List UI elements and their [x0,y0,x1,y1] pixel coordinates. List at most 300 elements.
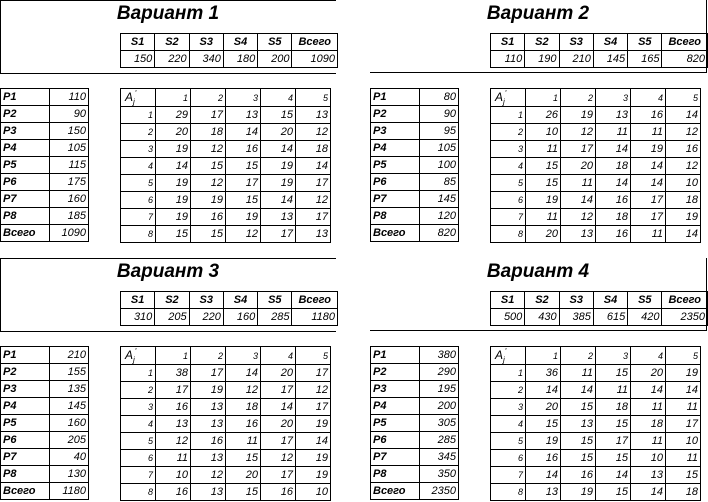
demand-label[interactable]: P3 [1,123,50,140]
matrix-cell[interactable]: 14 [631,158,666,175]
matrix-cell[interactable]: 10 [156,467,191,484]
matrix-cell[interactable]: 16 [261,484,296,501]
matrix-cell[interactable]: 13 [191,399,226,416]
matrix-cell[interactable]: 20 [261,365,296,382]
demand-label[interactable]: Всего [371,483,420,500]
demand-label[interactable]: P1 [1,347,50,364]
matrix-cell[interactable]: 16 [631,107,666,124]
matrix-cell[interactable]: 15 [596,484,631,501]
matrix-cell[interactable]: 20 [261,124,296,141]
matrix-cell[interactable]: 17 [296,365,331,382]
supply-value-4[interactable]: 180 [223,51,257,68]
matrix-cell[interactable]: 36 [526,365,561,382]
demand-label[interactable]: P8 [371,208,420,225]
demand-label[interactable]: P6 [371,432,420,449]
matrix-row-index[interactable]: 2 [491,382,526,399]
supply-value-5[interactable]: 165 [628,51,662,68]
matrix-cell[interactable]: 11 [666,399,701,416]
matrix-cell[interactable]: 12 [191,175,226,192]
matrix-cell[interactable]: 12 [296,124,331,141]
demand-label[interactable]: P1 [371,347,420,364]
matrix-cell[interactable]: 19 [666,365,701,382]
matrix-cell[interactable]: 17 [261,226,296,243]
supply-total-value[interactable]: 1180 [292,309,338,326]
matrix-cell[interactable]: 13 [156,416,191,433]
matrix-row-index[interactable]: 6 [491,192,526,209]
supply-header-4[interactable]: S4 [223,34,257,51]
matrix-cell[interactable]: 11 [631,433,666,450]
demand-value[interactable]: 175 [50,174,89,191]
demand-label[interactable]: P8 [1,208,50,225]
matrix-cell[interactable]: 13 [296,107,331,124]
matrix-cell[interactable]: 15 [596,450,631,467]
matrix-row-index[interactable]: 5 [121,433,156,450]
supply-header-2[interactable]: S2 [525,34,559,51]
demand-label[interactable]: P4 [1,398,50,415]
demand-value[interactable]: 130 [50,466,89,483]
supply-value-5[interactable]: 420 [628,309,662,326]
matrix-cell[interactable]: 14 [596,175,631,192]
matrix-row-index[interactable]: 3 [121,399,156,416]
matrix-col-index[interactable]: 2 [191,347,226,365]
supply-header-3[interactable]: S3 [189,34,223,51]
demand-value[interactable]: 820 [420,225,459,242]
supply-value-2[interactable]: 205 [155,309,189,326]
demand-value[interactable]: 285 [420,432,459,449]
matrix-col-index[interactable]: 3 [226,347,261,365]
matrix-cell[interactable]: 15 [561,433,596,450]
matrix-cell[interactable]: 13 [261,209,296,226]
supply-value-5[interactable]: 200 [258,51,292,68]
demand-value[interactable]: 90 [420,106,459,123]
demand-label[interactable]: P7 [371,191,420,208]
supply-value-3[interactable]: 210 [559,51,593,68]
matrix-row-index[interactable]: 4 [491,158,526,175]
supply-total-value[interactable]: 1090 [292,51,338,68]
matrix-cell[interactable]: 16 [191,433,226,450]
matrix-cell[interactable]: 14 [226,124,261,141]
matrix-cell[interactable]: 16 [596,192,631,209]
matrix-cell[interactable]: 26 [526,107,561,124]
demand-label[interactable]: P6 [1,432,50,449]
matrix-cell[interactable]: 20 [631,365,666,382]
demand-value[interactable]: 40 [50,449,89,466]
matrix-col-index[interactable]: 4 [261,347,296,365]
demand-value[interactable]: 105 [50,140,89,157]
matrix-cell[interactable]: 19 [296,467,331,484]
matrix-cell[interactable]: 12 [561,209,596,226]
matrix-cell[interactable]: 19 [561,107,596,124]
matrix-cell[interactable]: 14 [631,382,666,399]
supply-header-1[interactable]: S1 [491,34,525,51]
matrix-cell[interactable]: 15 [191,226,226,243]
demand-value[interactable]: 185 [50,208,89,225]
matrix-cell[interactable]: 18 [666,484,701,501]
matrix-cell[interactable]: 19 [296,450,331,467]
matrix-cell[interactable]: 11 [666,450,701,467]
demand-value[interactable]: 155 [50,364,89,381]
supply-total-value[interactable]: 820 [662,51,708,68]
supply-total-header[interactable]: Всего [292,34,338,51]
matrix-cell[interactable]: 14 [666,382,701,399]
demand-value[interactable]: 150 [50,123,89,140]
matrix-cell[interactable]: 12 [156,433,191,450]
matrix-col-index[interactable]: 2 [561,89,596,107]
matrix-cell[interactable]: 14 [631,484,666,501]
demand-value[interactable]: 210 [50,347,89,364]
demand-value[interactable]: 195 [420,381,459,398]
demand-value[interactable]: 2350 [420,483,459,500]
matrix-col-index[interactable]: 5 [296,347,331,365]
matrix-row-index[interactable]: 4 [121,158,156,175]
matrix-cell[interactable]: 14 [226,365,261,382]
matrix-cell[interactable]: 14 [526,382,561,399]
matrix-cell[interactable]: 11 [631,399,666,416]
demand-value[interactable]: 145 [50,398,89,415]
matrix-cell[interactable]: 15 [526,158,561,175]
matrix-cell[interactable]: 13 [596,107,631,124]
demand-label[interactable]: P3 [1,381,50,398]
matrix-cell[interactable]: 19 [526,433,561,450]
matrix-cell[interactable]: 14 [261,192,296,209]
matrix-cell[interactable]: 17 [261,382,296,399]
supply-value-2[interactable]: 190 [525,51,559,68]
matrix-cell[interactable]: 14 [296,433,331,450]
matrix-row-index[interactable]: 6 [121,192,156,209]
matrix-row-index[interactable]: 3 [491,141,526,158]
demand-label[interactable]: Всего [1,483,50,500]
matrix-cell[interactable]: 14 [561,192,596,209]
matrix-cell[interactable]: 20 [261,416,296,433]
matrix-cell[interactable]: 14 [261,399,296,416]
matrix-row-index[interactable]: 5 [491,433,526,450]
matrix-cell[interactable]: 14 [631,175,666,192]
matrix-row-index[interactable]: 2 [121,124,156,141]
matrix-cell[interactable]: 18 [226,399,261,416]
matrix-cell[interactable]: 17 [191,365,226,382]
matrix-cell[interactable]: 17 [596,433,631,450]
matrix-cell[interactable]: 29 [156,107,191,124]
matrix-cell[interactable]: 19 [156,141,191,158]
matrix-cell[interactable]: 19 [666,209,701,226]
matrix-cell[interactable]: 10 [666,175,701,192]
matrix-cell[interactable]: 15 [596,416,631,433]
matrix-cell[interactable]: 16 [191,209,226,226]
demand-value[interactable]: 380 [420,347,459,364]
matrix-cell[interactable]: 10 [296,484,331,501]
supply-header-5[interactable]: S5 [628,34,662,51]
matrix-cell[interactable]: 17 [631,192,666,209]
supply-total-header[interactable]: Всего [292,292,338,309]
supply-header-5[interactable]: S5 [258,292,292,309]
matrix-cell[interactable]: 13 [526,484,561,501]
matrix-cell[interactable]: 14 [526,467,561,484]
supply-value-1[interactable]: 150 [121,51,155,68]
matrix-col-index[interactable]: 1 [156,89,191,107]
demand-value[interactable]: 145 [420,191,459,208]
matrix-cell[interactable]: 17 [296,399,331,416]
demand-label[interactable]: P1 [371,89,420,106]
matrix-cell[interactable]: 19 [191,192,226,209]
demand-label[interactable]: P7 [371,449,420,466]
matrix-row-index[interactable]: 5 [491,175,526,192]
demand-label[interactable]: P7 [1,449,50,466]
demand-label[interactable]: P6 [1,174,50,191]
supply-value-4[interactable]: 145 [593,51,627,68]
matrix-cell[interactable]: 17 [156,382,191,399]
matrix-cell[interactable]: 12 [226,382,261,399]
matrix-cell[interactable]: 12 [561,124,596,141]
demand-label[interactable]: P5 [371,157,420,174]
supply-value-4[interactable]: 160 [223,309,257,326]
matrix-cell[interactable]: 17 [296,209,331,226]
matrix-cell[interactable]: 10 [526,124,561,141]
demand-value[interactable]: 1090 [50,225,89,242]
matrix-row-index[interactable]: 3 [491,399,526,416]
matrix-col-index[interactable]: 2 [191,89,226,107]
matrix-cell[interactable]: 16 [156,484,191,501]
matrix-col-index[interactable]: 3 [226,89,261,107]
supply-total-header[interactable]: Всего [662,34,708,51]
demand-value[interactable]: 1180 [50,483,89,500]
matrix-cell[interactable]: 19 [156,175,191,192]
matrix-cell[interactable]: 16 [666,141,701,158]
matrix-cell[interactable]: 19 [561,484,596,501]
supply-value-1[interactable]: 500 [491,309,525,326]
demand-value[interactable]: 100 [420,157,459,174]
supply-header-4[interactable]: S4 [223,292,257,309]
demand-label[interactable]: P4 [371,140,420,157]
matrix-cell[interactable]: 19 [261,158,296,175]
matrix-row-index[interactable]: 4 [491,416,526,433]
matrix-row-index[interactable]: 4 [121,416,156,433]
matrix-row-index[interactable]: 6 [121,450,156,467]
demand-value[interactable]: 160 [50,191,89,208]
matrix-cell[interactable]: 17 [666,416,701,433]
matrix-cell[interactable]: 18 [596,209,631,226]
matrix-cell[interactable]: 11 [526,141,561,158]
demand-label[interactable]: P3 [371,123,420,140]
matrix-col-index[interactable]: 5 [666,89,701,107]
matrix-cell[interactable]: 17 [226,175,261,192]
demand-value[interactable]: 305 [420,415,459,432]
matrix-cell[interactable]: 13 [226,107,261,124]
matrix-cell[interactable]: 12 [296,192,331,209]
matrix-cell[interactable]: 13 [561,416,596,433]
matrix-cell[interactable]: 18 [596,158,631,175]
matrix-cell[interactable]: 16 [561,467,596,484]
matrix-cell[interactable]: 16 [226,141,261,158]
matrix-cell[interactable]: 11 [631,226,666,243]
matrix-cell[interactable]: 19 [226,209,261,226]
demand-label[interactable]: P5 [1,415,50,432]
demand-label[interactable]: P8 [1,466,50,483]
demand-label[interactable]: Всего [1,225,50,242]
matrix-cell[interactable]: 11 [561,365,596,382]
matrix-cell[interactable]: 17 [261,467,296,484]
matrix-cell[interactable]: 12 [191,467,226,484]
matrix-col-index[interactable]: 4 [631,347,666,365]
matrix-cell[interactable]: 17 [631,209,666,226]
demand-label[interactable]: P8 [371,466,420,483]
matrix-cell[interactable]: 14 [261,141,296,158]
demand-value[interactable]: 85 [420,174,459,191]
matrix-cell[interactable]: 13 [191,484,226,501]
supply-header-3[interactable]: S3 [559,34,593,51]
matrix-row-index[interactable]: 6 [491,450,526,467]
matrix-cell[interactable]: 20 [156,124,191,141]
supply-total-header[interactable]: Всего [662,292,708,309]
matrix-cell[interactable]: 15 [226,192,261,209]
matrix-cell[interactable]: 11 [596,124,631,141]
matrix-cell[interactable]: 15 [526,416,561,433]
matrix-cell[interactable]: 12 [191,141,226,158]
demand-value[interactable]: 110 [50,89,89,106]
matrix-cell[interactable]: 11 [526,209,561,226]
supply-header-4[interactable]: S4 [593,292,627,309]
matrix-cell[interactable]: 15 [156,226,191,243]
matrix-row-index[interactable]: 7 [121,209,156,226]
matrix-cell[interactable]: 11 [631,124,666,141]
demand-value[interactable]: 200 [420,398,459,415]
matrix-cell[interactable]: 16 [596,226,631,243]
matrix-cell[interactable]: 12 [296,382,331,399]
matrix-row-index[interactable]: 8 [121,484,156,501]
demand-label[interactable]: P4 [1,140,50,157]
matrix-cell[interactable]: 17 [191,107,226,124]
matrix-cell[interactable]: 13 [631,467,666,484]
matrix-cell[interactable]: 38 [156,365,191,382]
demand-value[interactable]: 120 [420,208,459,225]
matrix-col-index[interactable]: 4 [261,89,296,107]
matrix-cell[interactable]: 16 [526,450,561,467]
demand-label[interactable]: P7 [1,191,50,208]
matrix-col-index[interactable]: 5 [666,347,701,365]
matrix-cell[interactable]: 19 [191,382,226,399]
matrix-cell[interactable]: 15 [226,484,261,501]
matrix-cell[interactable]: 19 [261,175,296,192]
matrix-cell[interactable]: 15 [561,399,596,416]
demand-value[interactable]: 135 [50,381,89,398]
supply-value-5[interactable]: 285 [258,309,292,326]
matrix-row-index[interactable]: 8 [121,226,156,243]
matrix-cell[interactable]: 20 [561,158,596,175]
demand-value[interactable]: 115 [50,157,89,174]
matrix-cell[interactable]: 14 [596,141,631,158]
matrix-cell[interactable]: 19 [526,192,561,209]
matrix-cell[interactable]: 18 [631,416,666,433]
demand-label[interactable]: P1 [1,89,50,106]
matrix-cell[interactable]: 15 [261,107,296,124]
matrix-col-index[interactable]: 3 [596,347,631,365]
demand-value[interactable]: 105 [420,140,459,157]
demand-value[interactable]: 90 [50,106,89,123]
matrix-row-index[interactable]: 2 [121,382,156,399]
matrix-cell[interactable]: 16 [156,399,191,416]
demand-value[interactable]: 160 [50,415,89,432]
matrix-cell[interactable]: 10 [666,433,701,450]
matrix-cell[interactable]: 14 [156,158,191,175]
matrix-cell[interactable]: 17 [261,433,296,450]
matrix-cell[interactable]: 13 [561,226,596,243]
matrix-cell[interactable]: 18 [596,399,631,416]
matrix-cell[interactable]: 14 [296,158,331,175]
matrix-cell[interactable]: 20 [526,399,561,416]
supply-header-3[interactable]: S3 [559,292,593,309]
matrix-cell[interactable]: 12 [261,450,296,467]
demand-label[interactable]: P5 [371,415,420,432]
matrix-cell[interactable]: 14 [666,107,701,124]
matrix-col-index[interactable]: 1 [156,347,191,365]
demand-label[interactable]: P5 [1,157,50,174]
matrix-cell[interactable]: 19 [296,416,331,433]
matrix-col-index[interactable]: 2 [561,347,596,365]
matrix-cell[interactable]: 19 [631,141,666,158]
supply-value-4[interactable]: 615 [593,309,627,326]
matrix-cell[interactable]: 13 [191,416,226,433]
matrix-cell[interactable]: 20 [526,226,561,243]
demand-label[interactable]: P3 [371,381,420,398]
matrix-cell[interactable]: 14 [596,467,631,484]
matrix-cell[interactable]: 18 [191,124,226,141]
matrix-row-index[interactable]: 1 [121,365,156,382]
matrix-cell[interactable]: 11 [226,433,261,450]
matrix-cell[interactable]: 11 [561,175,596,192]
matrix-cell[interactable]: 12 [226,226,261,243]
matrix-row-index[interactable]: 5 [121,175,156,192]
matrix-col-index[interactable]: 1 [526,347,561,365]
supply-header-1[interactable]: S1 [121,34,155,51]
matrix-cell[interactable]: 15 [596,365,631,382]
matrix-row-index[interactable]: 7 [491,467,526,484]
matrix-cell[interactable]: 18 [296,141,331,158]
matrix-row-index[interactable]: 1 [491,365,526,382]
matrix-cell[interactable]: 10 [631,450,666,467]
matrix-cell[interactable]: 14 [561,382,596,399]
matrix-row-index[interactable]: 1 [121,107,156,124]
demand-value[interactable]: 205 [50,432,89,449]
matrix-row-index[interactable]: 3 [121,141,156,158]
demand-label[interactable]: P4 [371,398,420,415]
demand-value[interactable]: 95 [420,123,459,140]
demand-value[interactable]: 350 [420,466,459,483]
demand-value[interactable]: 80 [420,89,459,106]
matrix-col-index[interactable]: 4 [631,89,666,107]
supply-header-1[interactable]: S1 [491,292,525,309]
matrix-cell[interactable]: 13 [296,226,331,243]
matrix-cell[interactable]: 17 [296,175,331,192]
matrix-cell[interactable]: 13 [191,450,226,467]
matrix-cell[interactable]: 11 [596,382,631,399]
matrix-cell[interactable]: 16 [226,416,261,433]
matrix-cell[interactable]: 15 [226,158,261,175]
matrix-cell[interactable]: 14 [666,226,701,243]
matrix-row-index[interactable]: 8 [491,226,526,243]
matrix-cell[interactable]: 19 [156,209,191,226]
matrix-cell[interactable]: 15 [561,450,596,467]
supply-header-4[interactable]: S4 [593,34,627,51]
demand-value[interactable]: 290 [420,364,459,381]
matrix-cell[interactable]: 20 [226,467,261,484]
matrix-col-index[interactable]: 3 [596,89,631,107]
matrix-cell[interactable]: 15 [666,467,701,484]
demand-label[interactable]: Всего [371,225,420,242]
matrix-cell[interactable]: 15 [191,158,226,175]
matrix-cell[interactable]: 12 [666,158,701,175]
matrix-cell[interactable]: 17 [561,141,596,158]
matrix-col-index[interactable]: 5 [296,89,331,107]
demand-label[interactable]: P6 [371,174,420,191]
